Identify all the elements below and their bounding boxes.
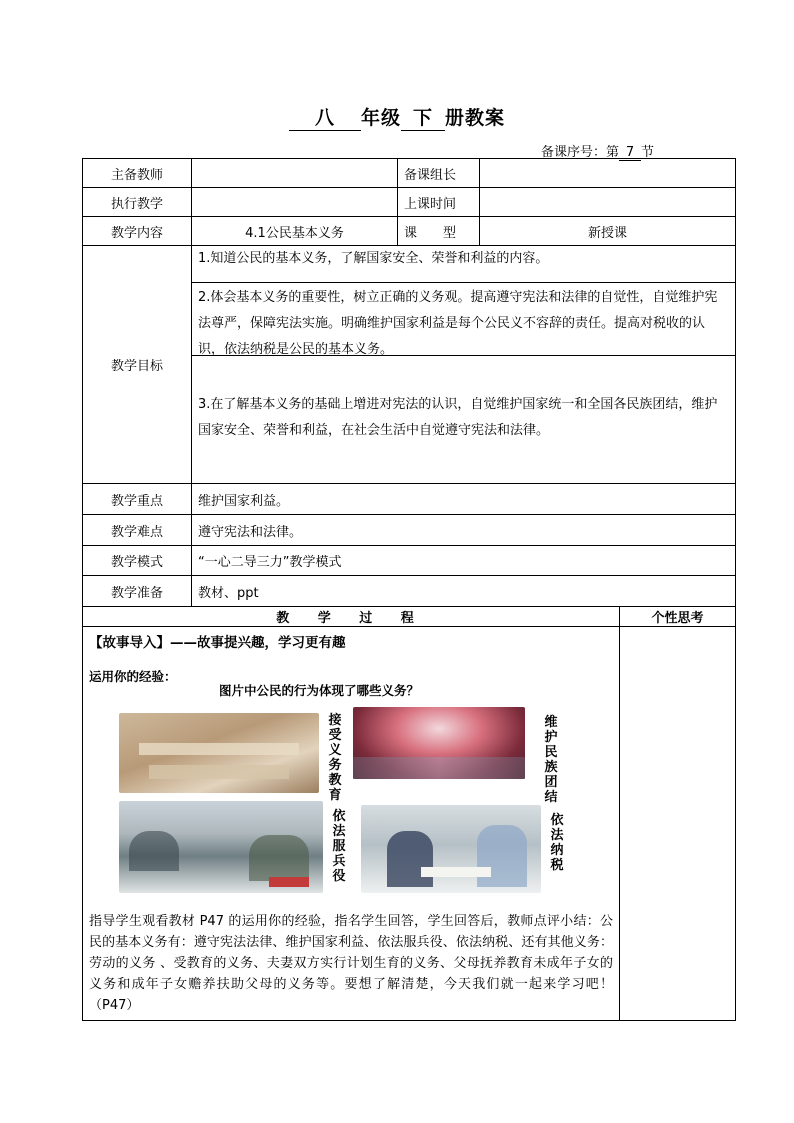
lesson-type-label: 课 型 [398,217,480,246]
lead-teacher-label: 主备教师 [83,159,192,188]
group-leader-value [480,159,736,188]
group-leader-label: 备课组长 [398,159,480,188]
term-value: 下 [401,103,445,131]
grade-value: 八 [289,103,361,131]
key-point-value: 维护国家利益。 [192,484,736,515]
photo-label-unity: 维护民族团结 [544,715,558,805]
goals-box [192,246,736,484]
difficulty-label: 教学难点 [83,515,192,546]
photo-label-tax: 依法纳税 [550,813,564,873]
photo-grid [89,707,613,887]
personal-thinking-cell [620,627,736,1021]
doc-title [0,103,794,131]
lead-teacher-value [192,159,398,188]
goal-item-2: 2.体会基本义务的重要性，树立正确的义务观。提高遵守宪法和法律的自觉性，自觉维护宪法尊严，保障宪法实施。明确维护国家利益是每个公民义不容辞的责任。提高对税收的认识，依法纳税是公民的基本义务。 [192,283,735,356]
military-service-photo [119,801,323,893]
class-time-label: 上课时间 [398,188,480,217]
lesson-type-value: 新授课 [480,217,736,246]
story-intro-title: 【故事导入】——故事提兴趣，学习更有趣 [89,635,346,651]
goals-label: 教学目标 [83,246,192,484]
mode-label: 教学模式 [83,546,192,576]
experience-question: 图片中公民的行为体现了哪些义务？ [219,683,420,698]
serial-number: 7 [619,145,641,161]
exec-teacher-label: 执行教学 [83,188,192,217]
mode-value: “一心二导三力”教学模式 [192,546,736,576]
key-point-label: 教学重点 [83,484,192,515]
prep-value: 教材、ppt [192,576,736,607]
goal-item-1: 1.知道公民的基本义务，了解国家安全、荣誉和利益的内容。 [192,246,735,283]
personal-thinking-header: 个性思考 [620,607,736,627]
content-value: 4.1公民基本义务 [192,217,398,246]
experience-label: 运用你的经验： [89,669,177,684]
process-header: 教 学 过 程 [83,607,620,627]
difficulty-value: 遵守宪法和法律。 [192,515,736,546]
tax-office-photo [361,805,541,893]
process-body [83,627,620,1021]
serial-prefix: 备课序号：第 [540,145,619,160]
goal-item-3: 3.在了解基本义务的基础上增进对宪法的认识，自觉维护国家统一和全国各民族团结，维护国家安全、荣誉和利益，在社会生活中自觉遵守宪法和法律。 [198,397,718,438]
lesson-plan-table [82,158,736,1021]
stage-performance-photo [353,707,525,779]
exec-teacher-value [192,188,398,217]
prep-label: 教学准备 [83,576,192,607]
term-suffix: 册教案 [445,107,506,129]
serial-suffix: 节 [640,145,654,160]
process-paragraph: 指导学生观看教材 P47 的运用你的经验，指名学生回答，学生回答后，教师点评小结：公民的基本义务有：遵守宪法法律、维护国家利益、依法服兵役、依法纳税、还有其他义务：劳动的义务 、受教育的义务、夫妻双方实行计划生育的义务、父母抚养教育未成年子女的义务和成年子女赡养扶助父母的义务等。要想了解清楚，今天我们就一起来学习吧！（P47） [89,914,613,1013]
photo-label-military: 依法服兵役 [332,809,346,884]
photo-label-education: 接受义务教育 [328,713,342,803]
content-label: 教学内容 [83,217,192,246]
classroom-photo [119,713,319,793]
class-time-value [480,188,736,217]
grade-suffix: 年级 [360,107,401,129]
experience-line [89,667,613,699]
